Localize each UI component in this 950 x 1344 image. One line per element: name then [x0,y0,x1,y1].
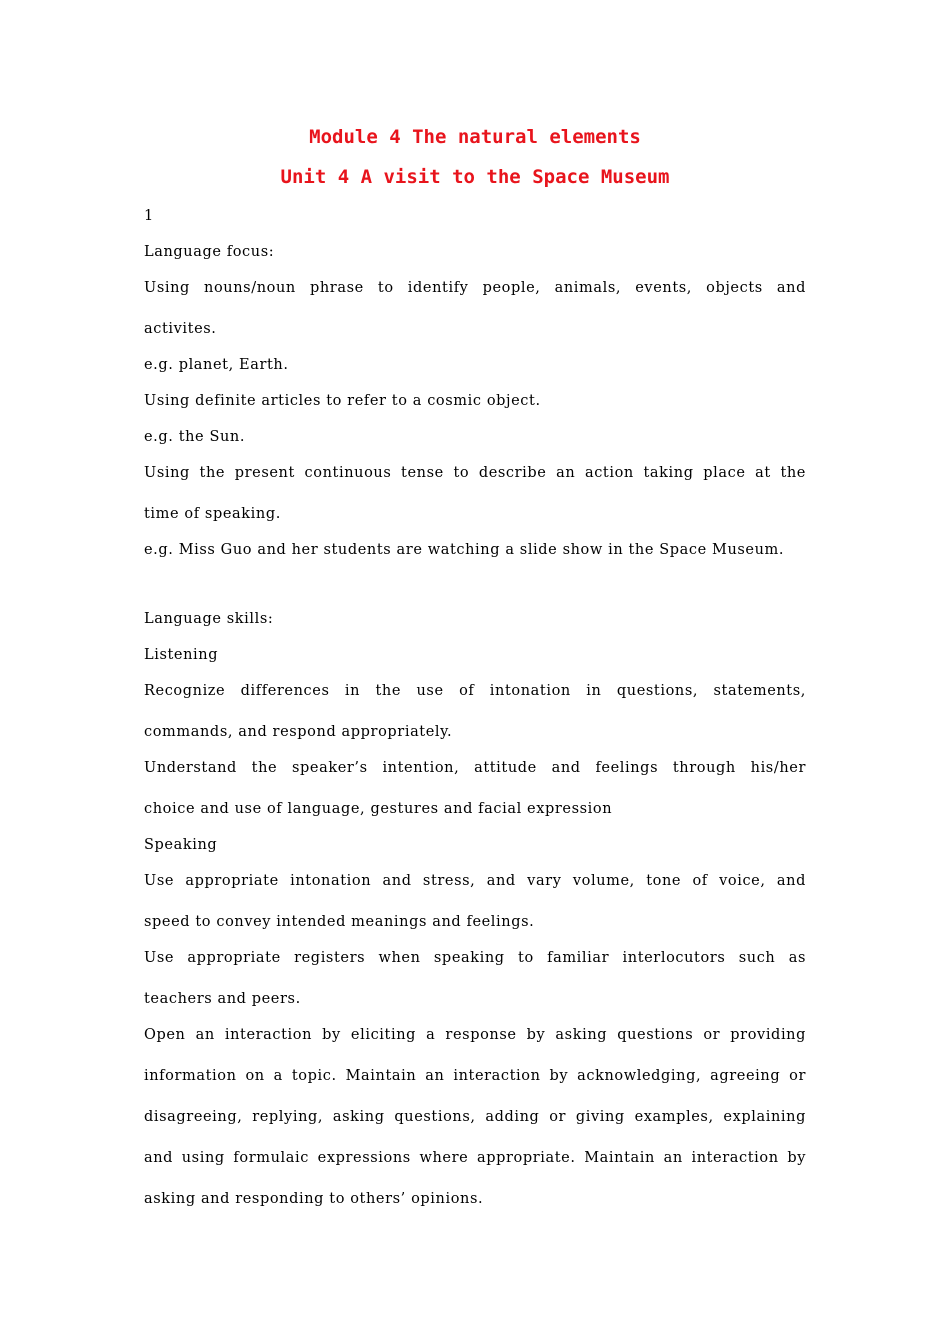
document-body [144,204,806,1223]
paragraph-line: teachers and peers. [144,991,301,1007]
listening-item-intention [144,756,806,833]
focus-example-present-continuous: e.g. Miss Guo and her students are watching a slide show in the Space Museum. [144,542,785,558]
paragraph-line: choice and use of language, gestures and facial expression [144,801,613,817]
paragraph-line: information on a topic. Maintain an interaction by acknowledging, agreeing or [144,1068,806,1084]
focus-item-present-continuous [144,461,806,538]
paragraph-line: Use appropriate intonation and stress, and vary volume, tone of voice, and [144,873,806,889]
focus-item-nouns [144,276,806,353]
paragraph-line: asking and responding to others’ opinions. [144,1191,484,1207]
speaking-heading: Speaking [144,837,218,853]
paragraph-line: Open an interaction by eliciting a response by asking questions or providing [144,1027,806,1043]
module-title: Module 4 The natural elements [309,126,641,148]
paragraph-line: Use appropriate registers when speaking to familiar interlocutors such as [144,950,806,966]
paragraph-line: activites. [144,321,217,337]
section-spacer [144,574,806,607]
language-skills-heading: Language skills: [144,611,274,627]
paragraph-line: disagreeing, replying, asking questions, adding or giving examples, explaining [144,1109,806,1125]
paragraph-line: and using formulaic expressions where appropriate. Maintain an interaction by [144,1150,806,1166]
paragraph-line: speed to convey intended meanings and feelings. [144,914,535,930]
speaking-item-intonation [144,869,806,946]
focus-item-articles: Using definite articles to refer to a cosmic object. [144,393,541,409]
speaking-item-registers [144,946,806,1023]
listening-item-intonation [144,679,806,756]
paragraph-line: Using nouns/noun phrase to identify people, animals, events, objects and [144,280,806,296]
paragraph-line: time of speaking. [144,506,281,522]
unit-title: Unit 4 A visit to the Space Museum [280,166,670,188]
paragraph-line: Using the present continuous tense to describe an action taking place at the [144,465,806,481]
listening-heading: Listening [144,647,219,663]
language-focus-heading: Language focus: [144,244,275,260]
section-number: 1 [144,208,154,224]
paragraph-line: Understand the speaker’s intention, attitude and feelings through his/her [144,760,806,776]
paragraph-line: Recognize differences in the use of intonation in questions, statements, [144,683,806,699]
speaking-item-interaction [144,1023,806,1223]
paragraph-line: commands, and respond appropriately. [144,724,453,740]
focus-example-articles: e.g. the Sun. [144,429,246,445]
focus-example-nouns: e.g. planet, Earth. [144,357,289,373]
